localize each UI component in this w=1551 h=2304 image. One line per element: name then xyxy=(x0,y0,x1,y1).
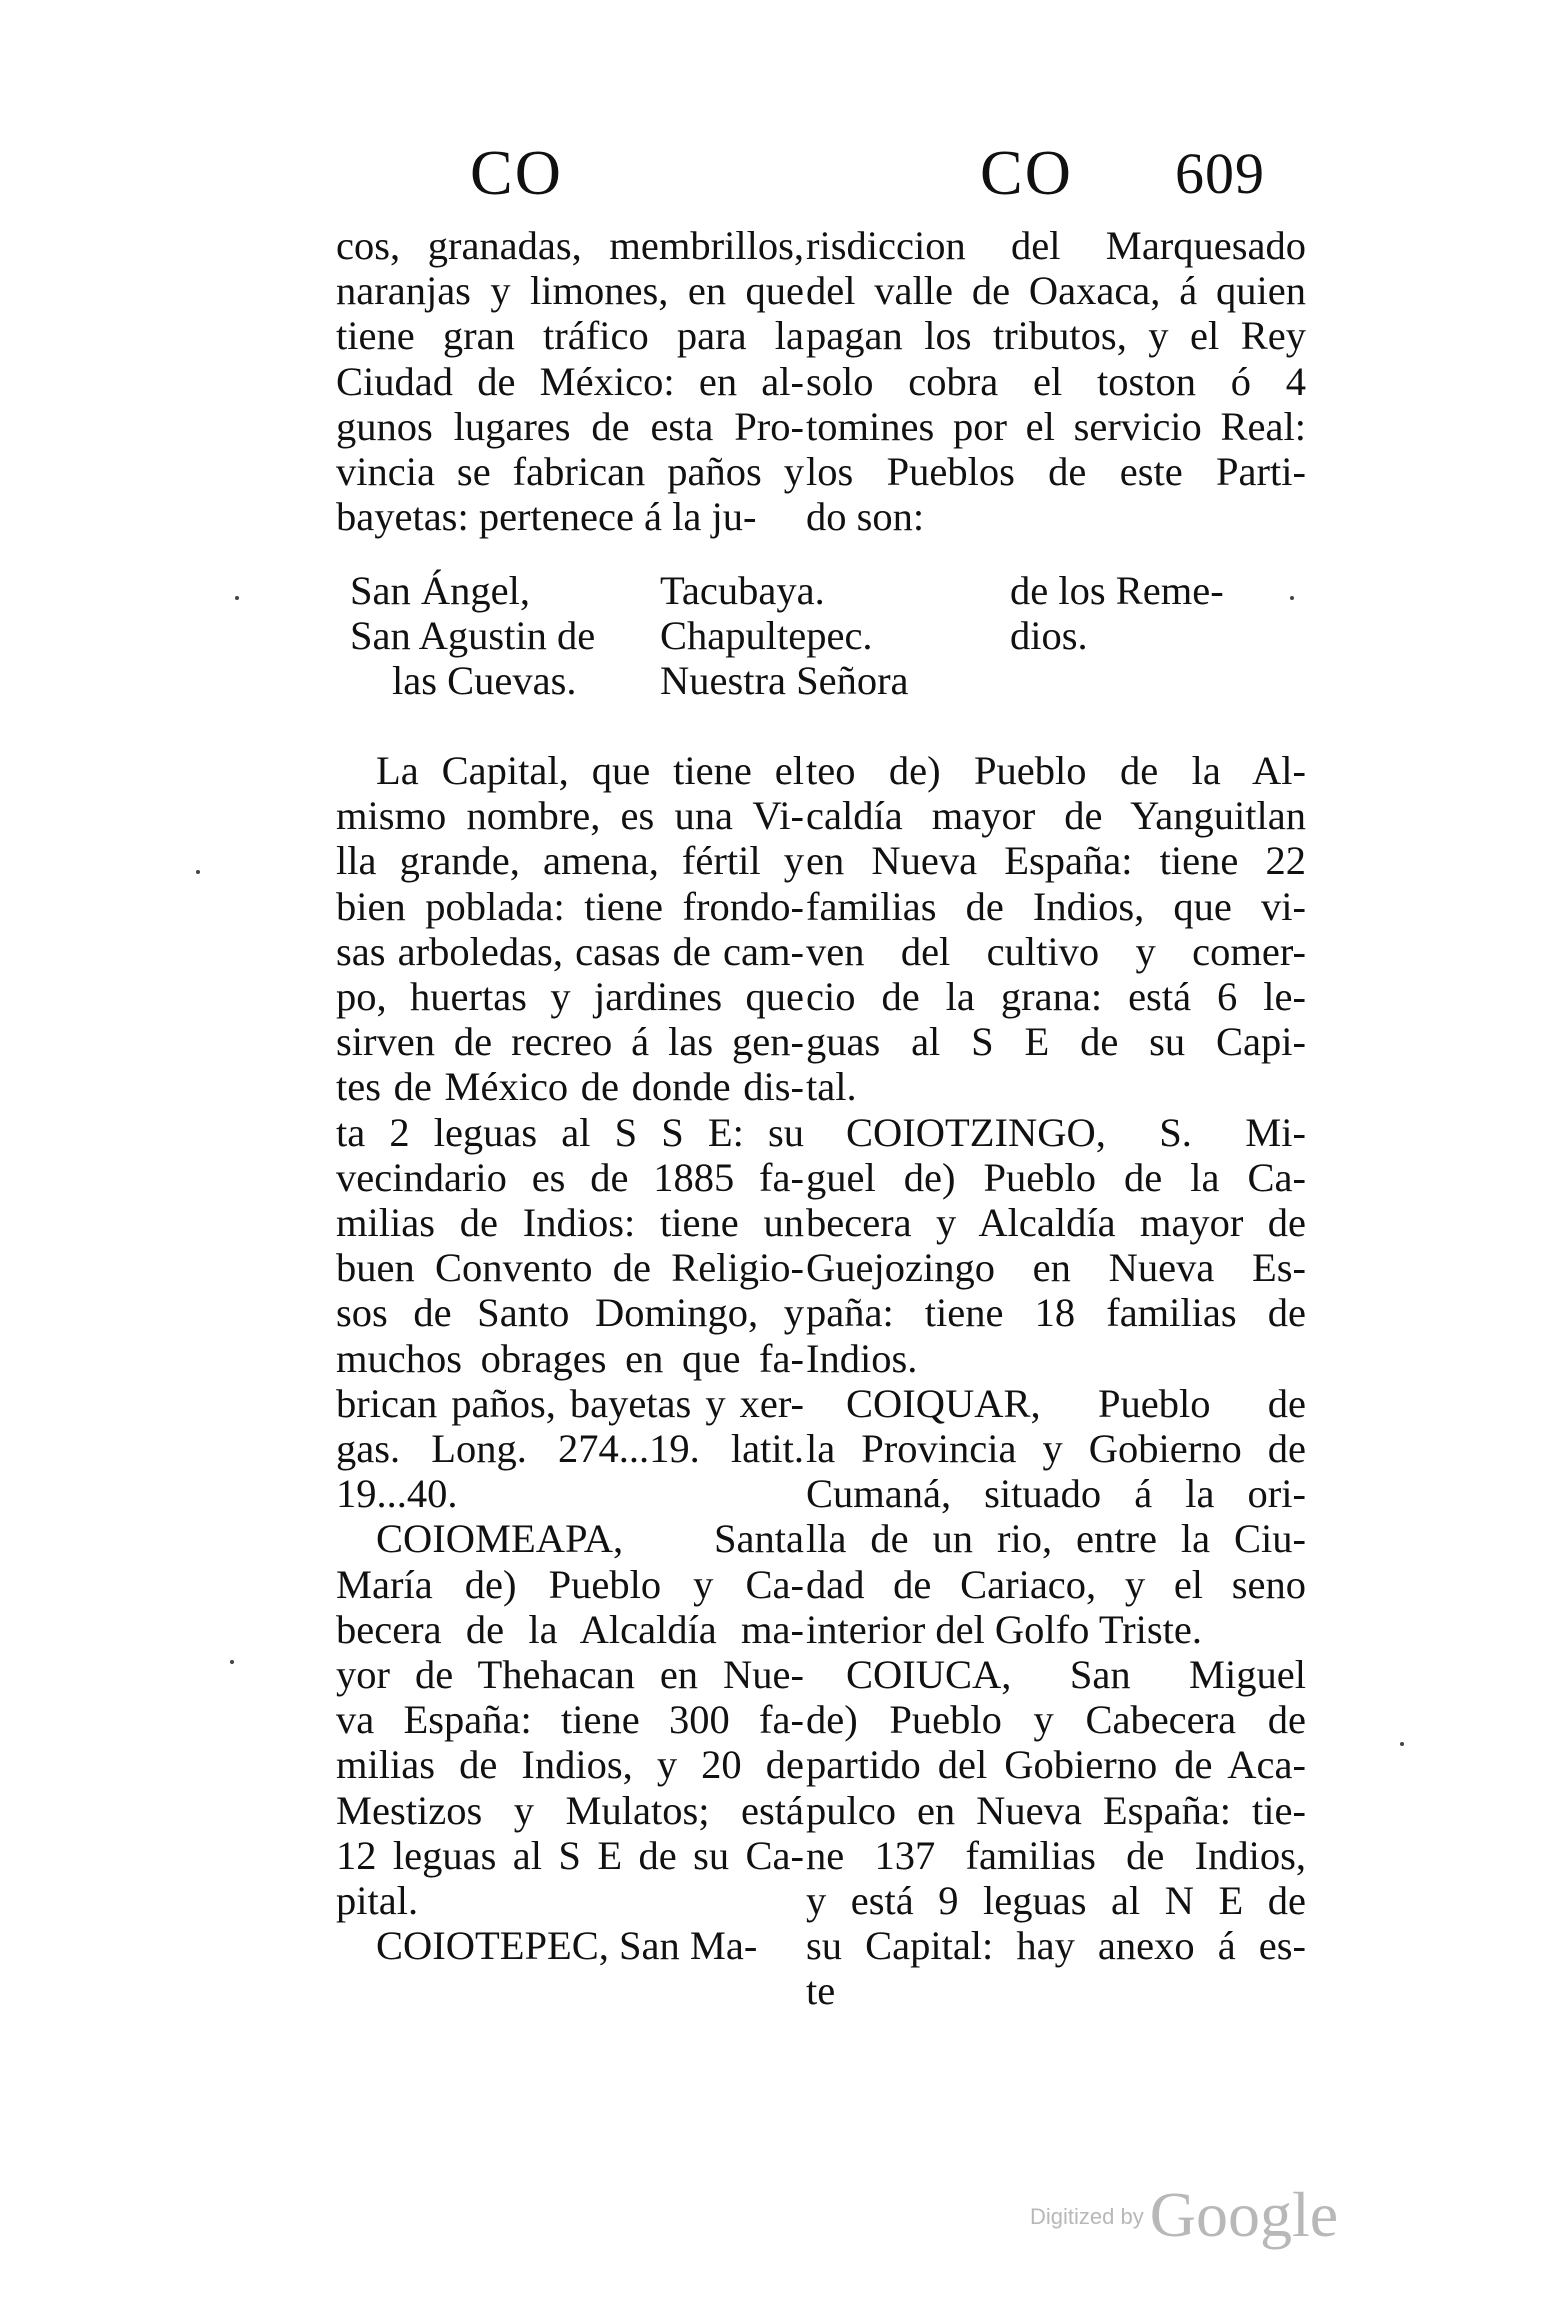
town-name: las Cuevas. xyxy=(392,658,577,704)
text-line: do son: xyxy=(806,494,925,540)
text-line: de) Pueblo y Cabecera de xyxy=(806,1697,1306,1743)
text-line: ne 137 familias de Indios, xyxy=(806,1832,1306,1878)
town-name: San Agustin de xyxy=(350,613,596,659)
text-line: los Pueblos de este Parti- xyxy=(806,449,1306,495)
text-line: milias de Indios, y 20 de xyxy=(336,1742,804,1788)
text-line: Mestizos y Mulatos; está xyxy=(336,1787,804,1833)
text-line: sirven de recreo á las gen- xyxy=(336,1019,804,1065)
text-line: La Capital, que tiene el xyxy=(376,748,804,793)
text-line: en Nueva España: tiene 22 xyxy=(806,838,1306,884)
right-column-top-text xyxy=(806,223,1306,539)
text-line: pital. xyxy=(336,1878,419,1924)
text-line: COIUCA, San Miguel xyxy=(846,1652,1306,1698)
right-column-body-text xyxy=(806,748,1306,2014)
text-line: risdiccion del Marquesado xyxy=(806,223,1306,268)
town-name: Nuestra Señora xyxy=(660,658,909,704)
google-logo-text: Google xyxy=(1149,2179,1339,2250)
text-line: partido del Gobierno de Aca- xyxy=(806,1742,1306,1788)
text-line: po, huertas y jardines que xyxy=(336,974,804,1020)
text-line: y está 9 leguas al N E de xyxy=(806,1878,1306,1924)
text-line: pulco en Nueva España: tie- xyxy=(806,1787,1306,1833)
text-line: vincia se fabrican paños y xyxy=(336,449,804,495)
text-line: sas arboledas, casas de cam- xyxy=(336,928,804,974)
town-name: Tacubaya. xyxy=(660,568,825,613)
running-head-left: CO xyxy=(470,137,563,208)
ink-speck xyxy=(235,596,239,600)
text-line: dad de Cariaco, y el seno xyxy=(806,1561,1306,1607)
text-line: solo cobra el toston ó 4 xyxy=(806,358,1306,404)
text-line: 19...40. xyxy=(336,1471,458,1517)
text-line: buen Convento de Religio- xyxy=(336,1245,804,1291)
ink-speck xyxy=(1400,1742,1404,1746)
text-line: naranjas y limones, en que xyxy=(336,268,804,314)
text-line: COIQUAR, Pueblo de xyxy=(846,1380,1306,1426)
page-number: 609 xyxy=(1175,141,1265,206)
text-line: gas. Long. 274...19. latit. xyxy=(336,1426,804,1472)
text-line: te xyxy=(806,1968,836,2014)
text-line: cio de la grana: está 6 le- xyxy=(806,974,1306,1020)
text-line: sos de Santo Domingo, y xyxy=(336,1290,804,1336)
town-name: San Ángel, xyxy=(350,568,530,613)
left-column-body-text xyxy=(336,748,804,1968)
text-line: va España: tiene 300 fa- xyxy=(336,1697,804,1743)
text-line: mismo nombre, es una Vi- xyxy=(336,793,804,839)
text-line: Guejozingo en Nueva Es- xyxy=(806,1245,1306,1291)
town-name: Chapultepec. xyxy=(660,613,873,659)
text-line: tes de México de donde dis- xyxy=(336,1064,804,1110)
town-name: dios. xyxy=(1010,613,1088,659)
text-line: ta 2 leguas al S S E: su xyxy=(336,1109,804,1155)
text-line: brican paños, bayetas y xer- xyxy=(336,1380,804,1426)
text-line: yor de Thehacan en Nue- xyxy=(336,1652,804,1698)
text-line: guel de) Pueblo de la Ca- xyxy=(806,1154,1306,1200)
text-line: becera de la Alcaldía ma- xyxy=(336,1606,804,1652)
text-line: guas al S E de su Capi- xyxy=(806,1019,1306,1065)
text-line: caldía mayor de Yanguitlan xyxy=(806,793,1306,839)
text-line: tiene gran tráfico para la xyxy=(336,313,804,359)
text-line: su Capital: hay anexo á es- xyxy=(806,1923,1306,1969)
text-line: COIOTEPEC, San Ma- xyxy=(376,1923,758,1969)
text-line: teo de) Pueblo de la Al- xyxy=(806,748,1306,793)
text-line: 12 leguas al S E de su Ca- xyxy=(336,1832,804,1878)
text-line: gunos lugares de esta Pro- xyxy=(336,403,804,449)
text-line: cos, granadas, membrillos, xyxy=(336,223,804,268)
text-line: becera y Alcaldía mayor de xyxy=(806,1200,1306,1246)
running-head-right: CO xyxy=(980,137,1073,208)
text-line: paña: tiene 18 familias de xyxy=(806,1290,1306,1336)
left-column-top-text xyxy=(336,223,804,539)
digitized-watermark xyxy=(1030,2178,1338,2252)
watermark-prefix: Digitized by xyxy=(1030,2204,1144,2229)
text-line: Cumaná, situado á la ori- xyxy=(806,1471,1306,1517)
text-line: familias de Indios, que vi- xyxy=(806,883,1306,929)
text-line: milias de Indios: tiene un xyxy=(336,1200,804,1246)
text-line: lla de un rio, entre la Ciu- xyxy=(806,1516,1306,1562)
ink-speck xyxy=(1290,596,1294,600)
text-line: COIOTZINGO, S. Mi- xyxy=(846,1109,1306,1155)
text-line: del valle de Oaxaca, á quien xyxy=(806,268,1306,314)
town-list-column-1 xyxy=(350,568,595,704)
text-line: muchos obrages en que fa- xyxy=(336,1335,804,1381)
text-line: interior del Golfo Triste. xyxy=(806,1606,1202,1652)
text-line: COIOMEAPA, Santa xyxy=(376,1516,804,1562)
text-line: bien poblada: tiene frondo- xyxy=(336,883,804,929)
text-line: lla grande, amena, fértil y xyxy=(336,838,804,884)
text-line: Indios. xyxy=(806,1335,918,1381)
text-line: Ciudad de México: en al- xyxy=(336,358,804,404)
town-name: de los Reme- xyxy=(1010,568,1224,613)
text-line: María de) Pueblo y Ca- xyxy=(336,1561,804,1607)
ink-speck xyxy=(230,1660,234,1664)
town-list-column-3 xyxy=(1010,568,1224,658)
text-line: vecindario es de 1885 fa- xyxy=(336,1154,804,1200)
ink-speck xyxy=(196,870,200,874)
text-line: la Provincia y Gobierno de xyxy=(806,1426,1306,1472)
text-line: tal. xyxy=(806,1064,857,1110)
text-line: pagan los tributos, y el Rey xyxy=(806,313,1306,359)
text-line: ven del cultivo y comer- xyxy=(806,928,1306,974)
text-line: bayetas: pertenece á la ju- xyxy=(336,494,757,540)
town-list-column-2 xyxy=(660,568,909,704)
text-line: tomines por el servicio Real: xyxy=(806,403,1306,449)
